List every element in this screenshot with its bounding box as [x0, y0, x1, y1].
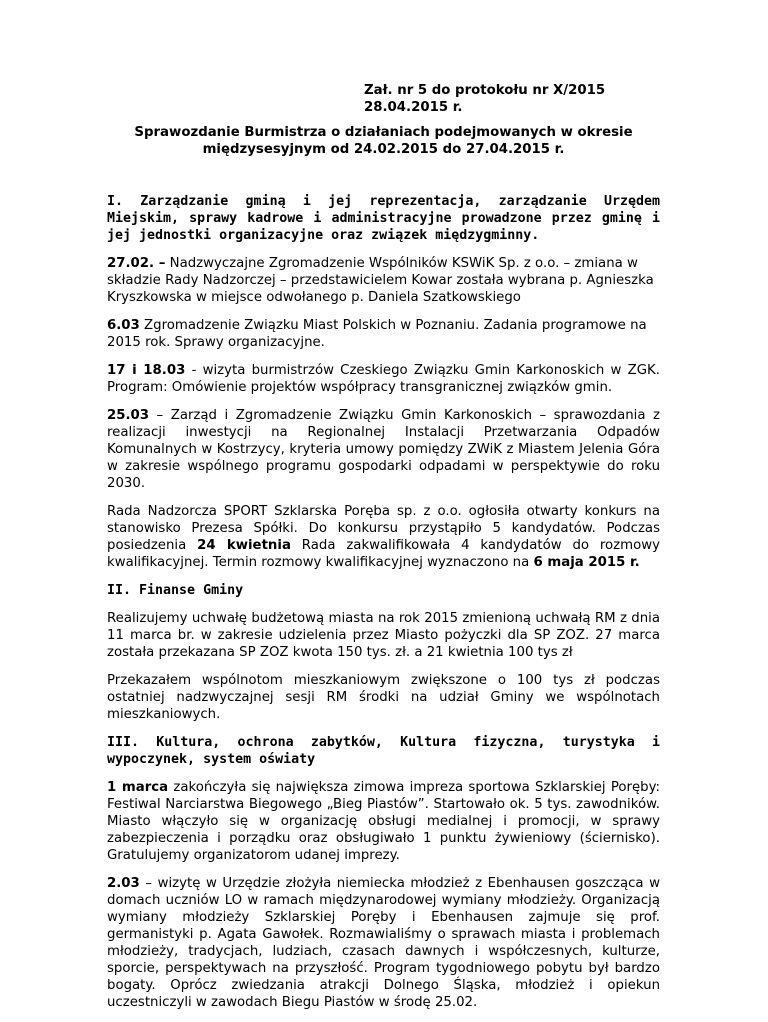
report-title-line-1: Sprawozdanie Burmistrza o działaniach podejmowanych w okresie — [134, 125, 633, 140]
entry-date: 2.03 — [107, 876, 140, 891]
attachment-line: Zał. nr 5 do protokołu nr X/2015 — [364, 83, 606, 98]
entry-date: 6 maja 2015 r. — [533, 555, 640, 570]
entry-date: 17 i 18.03 — [107, 363, 186, 378]
section-2-paragraph-2: Przekazałem wspólnotom mieszkaniowym zwiększone o 100 tys zł podczas ostatniej nadzwyczajnej sesji RM środki na udział Gminy we wspólnotach mieszkaniowych. — [107, 673, 660, 722]
section-1-paragraph-4 — [107, 407, 660, 492]
entry-text: Nadzwyczajne Zgromadzenie Wspólników KSWiK Sp. z o.o. – zmiana w składzie Rady Nadzorczej – przedstawicielem Kowar została wybrana p. Agnieszka Kryszkowska w miejsce odwołanego p. Daniela Szatkowskiego — [107, 256, 654, 305]
section-1-paragraph-1 — [107, 255, 660, 306]
section-3-heading: III. Kultura, ochrona zabytków, Kultura fizyczna, turystyka i wypoczynek, system oświaty — [107, 735, 660, 767]
entry-text: - wizyta burmistrzów Czeskiego Związku Gmin Karkonoskich w ZGK. Program: Omówienie projektów współpracy transgranicznej związków gmin. — [107, 363, 660, 395]
entry-text: zakończyła się największa zimowa impreza sportowa Szklarskiej Poręby: Festiwal Narciarstwa Biegowego „Bieg Piastów”. Startowało ok. 5 tys. zawodników. Miasto włączyło się w organizację obsługi medialnej i promocji, w sprawy zabezpieczenia i porządku oraz obsługiwało 1 punktu żywieniowy (ściernisko). Gratulujemy organizatorom udanej imprezy. — [107, 780, 660, 863]
entry-date: 6.03 — [107, 318, 140, 333]
entry-date: 25.03 — [107, 408, 150, 423]
section-1-heading: I. Zarządzanie gminą i jej reprezentacja, zarządzanie Urzędem Miejskim, sprawy kadrowe i administracyjne prowadzone przez gminę i jej jednostki organizacyjne oraz związek międzygminny. — [107, 194, 660, 243]
report-title — [107, 124, 660, 158]
entry-text: – wizytę w Urzędzie złożyła niemiecka młodzież z Ebenhausen goszcząca w domach uczniów LO w ramach międzynarodowej wymiany młodzieży. Organizacją wymiany młodzieży Szklarskiej Poręby i Ebenhausen zajmuje się prof. germanistyki p. Agata Gawołek. Rozmawialiśmy o sprawach miasta i problemach młodzieży, tradycjach, ludziach, czasach dawnych i współczesnych, kulturze, sporcie, perspektywach na przyszłość. Program tygodniowego pobytu był bardzo bogaty. Oprócz zwiedzania atrakcji Dolnego Śląska, młodzież i opiekun uczestniczyli w zawodach Biegu Piastów w środę 25.02. — [107, 876, 660, 1010]
entry-text: Rada Nadzorcza SPORT Szklarska Poręba sp. z o.o. ogłosiła otwarty konkurs na stanowisko Prezesa Spółki. Do konkursu przystąpiło 5 kandydatów. Podczas posiedzenia — [107, 504, 660, 553]
attachment-header — [364, 82, 605, 116]
report-body — [107, 193, 660, 1022]
entry-text: Rada zakwalifikowała 4 kandydatów do rozmowy kwalifikacyjnej. Termin rozmowy kwalifikacyjnej wyznaczono na — [107, 538, 660, 570]
entry-date: 24 kwietnia — [197, 538, 291, 553]
report-title-line-2: międzysesyjnym od 24.02.2015 do 27.04.2015 r. — [202, 142, 565, 157]
entry-text: – Zarząd i Zgromadzenie Związku Gmin Karkonoskich – sprawozdania z realizacji inwestycji na Regionalnej Instalacji Przetwarzania Odpadów Komunalnych w Kostrzycy, kryteria umowy pomiędzy ZWiK z Miastem Jelenia Góra w zakresie wspólnego programu gospodarki odpadami w perspektywie do roku 2030. — [107, 408, 660, 491]
section-2-heading: II. Finanse Gminy — [107, 583, 244, 598]
entry-date: 1 marca — [107, 780, 169, 795]
section-3-paragraph-1 — [107, 779, 660, 864]
entry-text: Zgromadzenie Związku Miast Polskich w Poznaniu. Zadania programowe na 2015 rok. Sprawy organizacyjne. — [107, 318, 647, 350]
entry-date: 27.02. – — [107, 256, 166, 271]
section-3-paragraph-2 — [107, 875, 660, 1011]
section-1-paragraph-3 — [107, 362, 660, 396]
section-1-paragraph-5 — [107, 503, 660, 571]
section-2-paragraph-1: Realizujemy uchwałę budżetową miasta na rok 2015 zmienioną uchwałą RM z dnia 11 marca br. w zakresie udzielenia przez Miasto pożyczki dla SP ZOZ. 27 marca została przekazana SP ZOZ kwota 150 tys. zł. a 21 kwietnia 100 tys zł — [107, 611, 660, 660]
section-1-paragraph-2 — [107, 317, 660, 351]
attachment-date: 28.04.2015 r. — [364, 100, 463, 115]
